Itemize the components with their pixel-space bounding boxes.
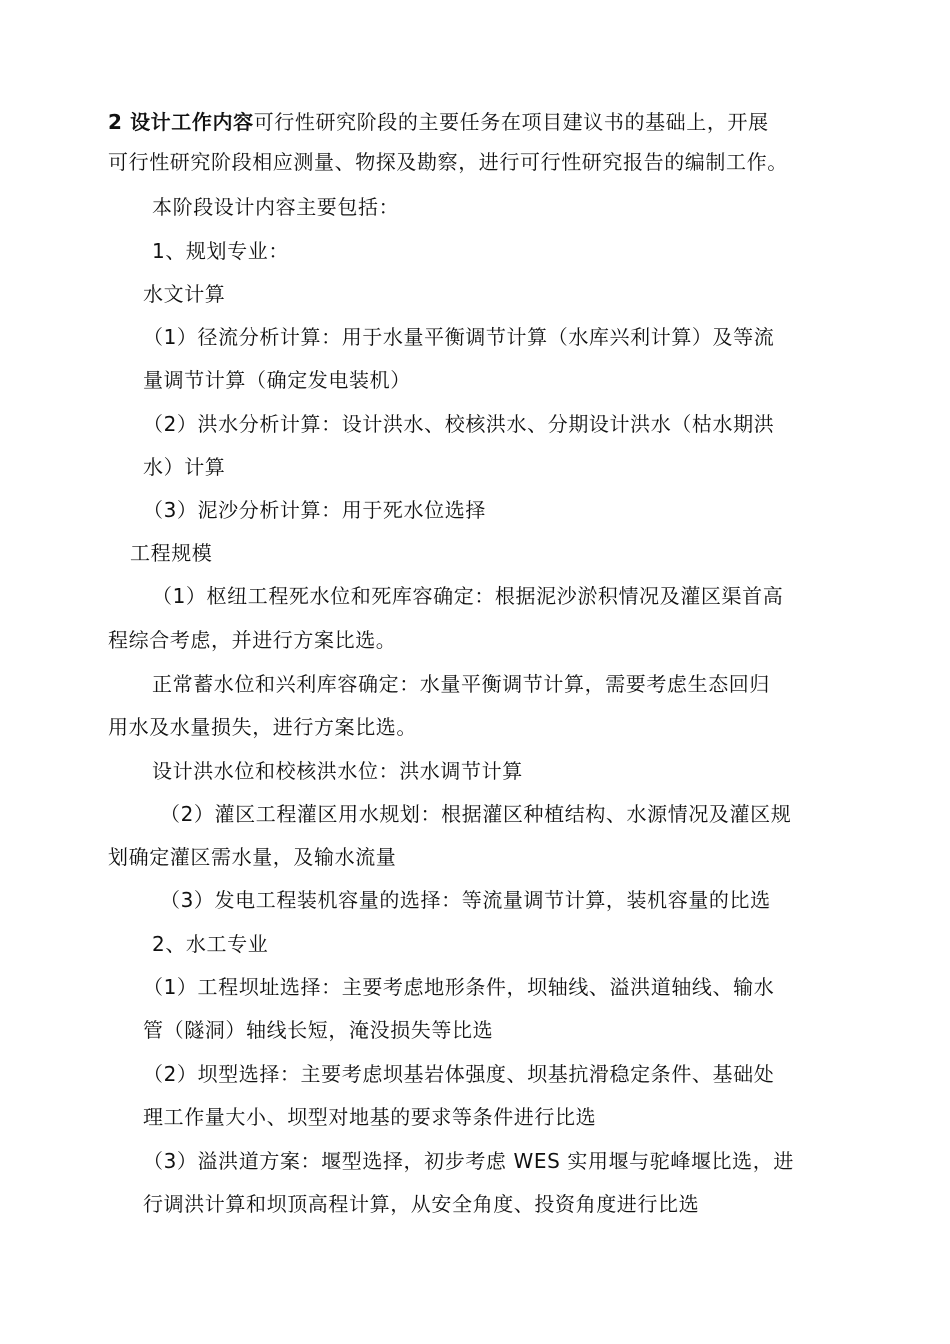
scale-item-1-line-2: 程综合考虑，并进行方案比选。	[108, 628, 397, 652]
hydrology-item-2-line-2: 水）计算	[143, 455, 226, 479]
hydrology-item-2-line-1: （2）洪水分析计算：设计洪水、校核洪水、分期设计洪水（枯水期洪	[143, 412, 775, 436]
intro-line-2: 可行性研究阶段相应测量、物探及勘察，进行可行性研究报告的编制工作。	[108, 150, 788, 174]
hydrology-item-1-line-2: 量调节计算（确定发电装机）	[143, 368, 411, 392]
scale-subtitle: 工程规模	[130, 541, 213, 565]
hydraulic-item-2-line-1: （2）坝型选择：主要考虑坝基岩体强度、坝基抗滑稳定条件、基础处	[143, 1062, 775, 1086]
intro-text-1: 可行性研究阶段的主要任务在项目建议书的基础上，开展	[253, 110, 769, 134]
scale-item-1b-line-2: 用水及水量损失，进行方案比选。	[108, 715, 417, 739]
intro-line-1	[108, 108, 769, 136]
hydrology-subtitle: 水文计算	[143, 282, 226, 306]
hydrology-item-1-line-1: （1）径流分析计算：用于水量平衡调节计算（水库兴利计算）及等流	[143, 325, 775, 349]
scale-item-3: （3）发电工程装机容量的选择：等流量调节计算，装机容量的比选	[160, 888, 771, 912]
scale-item-1b-line-1: 正常蓄水位和兴利库容确定：水量平衡调节计算，需要考虑生态回归	[152, 672, 770, 696]
scale-item-1-line-1: （1）枢纽工程死水位和死库容确定：根据泥沙淤积情况及灌区渠首高	[152, 584, 784, 608]
hydraulic-section-title: 2、水工专业	[152, 932, 269, 956]
hydrology-item-3: （3）泥沙分析计算：用于死水位选择	[143, 498, 486, 522]
section-heading: 2 设计工作内容	[108, 110, 254, 134]
hydraulic-item-1-line-1: （1）工程坝址选择：主要考虑地形条件，坝轴线、溢洪道轴线、输水	[143, 975, 775, 999]
scale-item-1c: 设计洪水位和校核洪水位：洪水调节计算	[152, 759, 523, 783]
scale-item-2-line-1: （2）灌区工程灌区用水规划：根据灌区种植结构、水源情况及灌区规	[160, 802, 792, 826]
scope-intro: 本阶段设计内容主要包括：	[152, 195, 400, 219]
hydraulic-item-2-line-2: 理工作量大小、坝型对地基的要求等条件进行比选	[143, 1105, 597, 1129]
hydraulic-item-3-line-1: （3）溢洪道方案：堰型选择，初步考虑 WES 实用堰与驼峰堰比选，进	[143, 1149, 794, 1173]
hydraulic-item-1-line-2: 管（隧洞）轴线长短，淹没损失等比选	[143, 1018, 494, 1042]
planning-section-title: 1、规划专业：	[152, 239, 289, 263]
hydraulic-item-3-line-2: 行调洪计算和坝顶高程计算，从安全角度、投资角度进行比选	[143, 1192, 700, 1216]
scale-item-2-line-2: 划确定灌区需水量，及输水流量	[108, 845, 397, 869]
